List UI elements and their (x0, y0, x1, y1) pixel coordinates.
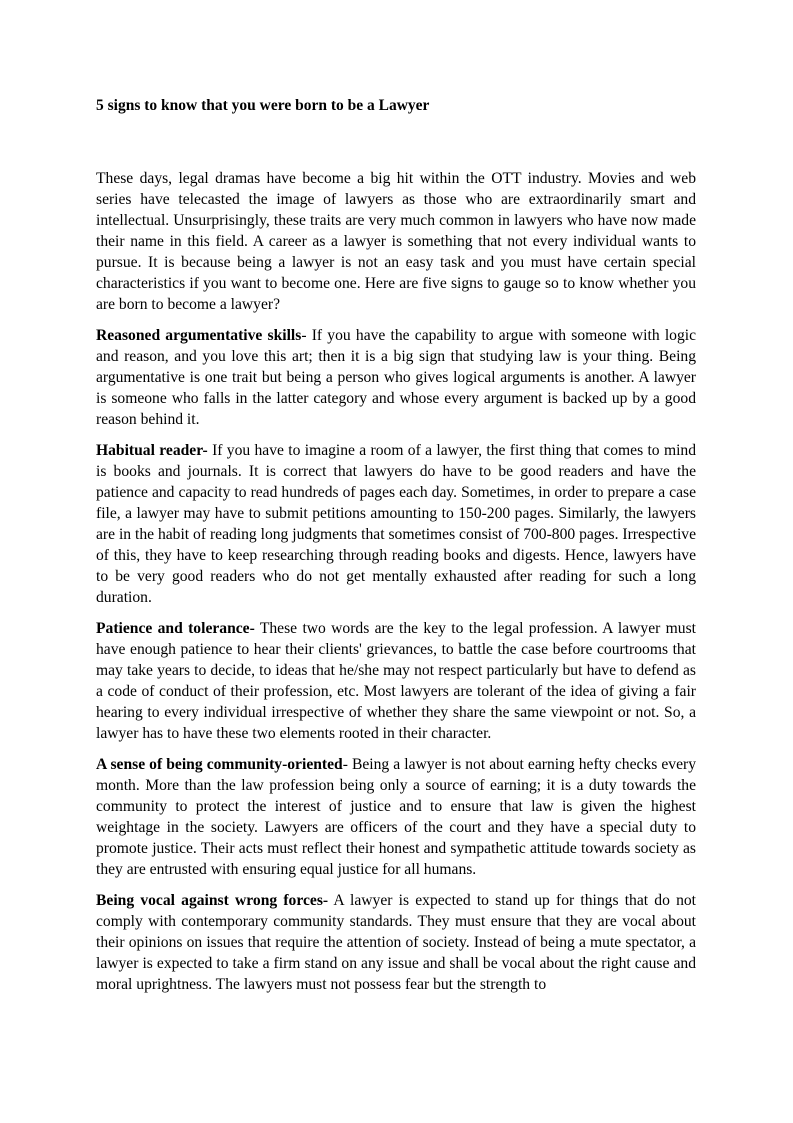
section-body: If you have to imagine a room of a lawyer, the first thing that comes to mind is books and journals. It is correct that lawyers do have to be good readers and have the patience and capacity to read hundreds of pages each day. Sometimes, in order to prepare a case file, a lawyer may have to submit petitions amounting to 150-200 pages. Similarly, the lawyers are in the habit of reading long judgments that sometimes consist of 700-800 pages. Irrespective of this, they have to keep researching through reading books and digests. Hence, lawyers have to be very good readers who do not get mentally exhausted after reading for such a long duration. (96, 442, 696, 606)
document-page (96, 95, 696, 1005)
section-heading: Reasoned argumentative skills (96, 327, 302, 344)
document-title: 5 signs to know that you were born to be a Lawyer (96, 97, 430, 114)
section-paragraph (96, 618, 696, 744)
intro-paragraph: These days, legal dramas have become a big hit within the OTT industry. Movies and web series have telecasted the image of lawyers as those who are extraordinarily smart and intellectual. Unsurprisingly, these traits are very much common in lawyers who have now made their name in this field. A career as a lawyer is something that not every individual wants to pursue. It is because being a lawyer is not an easy task and you must have certain special characteristics if you want to become one. Here are five signs to gauge so to know whether you are born to become a lawyer? (96, 170, 696, 313)
section-heading: Patience and tolerance- (96, 620, 255, 637)
section-heading: A sense of being community-oriented (96, 756, 343, 773)
section-paragraph (96, 754, 696, 880)
section-heading: Being vocal against wrong forces- (96, 892, 329, 909)
section-paragraph (96, 890, 696, 995)
section-body: - Being a lawyer is not about earning hefty checks every month. More than the law profession being only a source of earning; it is a duty towards the community to protect the interest of justice and to ensure that law is given the highest weightage in the society. Lawyers are officers of the court and they have a special duty to promote justice. Their acts must reflect their honest and sympathetic attitude towards society as they are entrusted with ensuring equal justice for all humans. (96, 756, 696, 878)
section-body: These two words are the key to the legal profession. A lawyer must have enough patience to hear their clients' grievances, to battle the case before courtrooms that may take years to decide, to ideas that he/she may not respect particularly but have to defend as a code of conduct of their profession, etc. Most lawyers are tolerant of the idea of giving a fair hearing to every individual irrespective of whether they share the same viewpoint or not. So, a lawyer has to have these two elements rooted in their character. (96, 620, 696, 742)
section-paragraph (96, 440, 696, 608)
section-body: - If you have the capability to argue with someone with logic and reason, and you love this art; then it is a big sign that studying law is your thing. Being argumentative is one trait but being a person who gives logical arguments is another. A lawyer is someone who falls in the latter category and whose every argument is backed up by a good reason behind it. (96, 327, 697, 428)
section-paragraph (96, 325, 696, 430)
section-body: A lawyer is expected to stand up for things that do not comply with contemporary community standards. They must ensure that they are vocal about their opinions on issues that require the attention of society. Instead of being a mute spectator, a lawyer is expected to take a firm stand on any issue and shall be vocal about the right cause and moral uprightness. The lawyers must not possess fear but the strength to (96, 892, 697, 993)
section-heading: Habitual reader- (96, 442, 208, 459)
